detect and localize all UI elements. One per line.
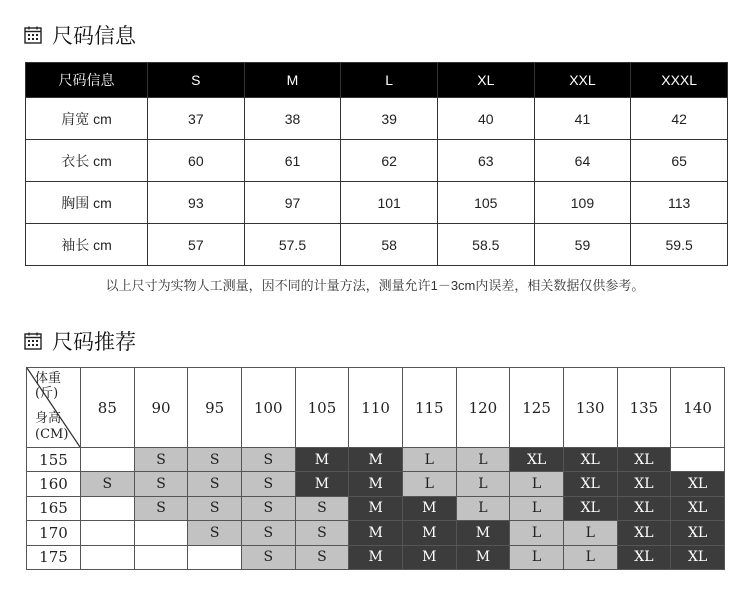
size-cell: L: [456, 472, 510, 496]
weight-unit: (斤): [35, 386, 59, 401]
weight-header: 90: [134, 368, 188, 448]
height-unit: (CM): [35, 427, 69, 442]
table-cell: 57.5: [244, 224, 341, 266]
size-cell: L: [456, 448, 510, 472]
height-header: 170: [27, 521, 81, 545]
size-cell: [188, 545, 242, 569]
size-cell: S: [81, 472, 135, 496]
table-row: [26, 224, 728, 266]
size-cell: M: [349, 472, 403, 496]
size-cell: S: [134, 472, 188, 496]
size-cell: XL: [671, 496, 725, 520]
table-cell: 93: [148, 182, 245, 224]
table-cell: 58.5: [437, 224, 534, 266]
table-cell: 39: [341, 98, 438, 140]
size-cell: L: [510, 521, 564, 545]
table-cell: 37: [148, 98, 245, 140]
size-cell: XL: [671, 545, 725, 569]
size-cell: S: [188, 496, 242, 520]
table-cell: 38: [244, 98, 341, 140]
weight-label: 体重: [35, 371, 62, 386]
table-cell: 59: [534, 224, 631, 266]
size-cell: S: [188, 521, 242, 545]
weight-header: 130: [563, 368, 617, 448]
table-row: [27, 472, 725, 496]
table-row: [26, 98, 728, 140]
row-label: 肩宽 cm: [26, 98, 148, 140]
size-cell: XL: [617, 545, 671, 569]
header-label: 尺码信息: [26, 63, 148, 98]
height-header: 155: [27, 448, 81, 472]
size-cell: L: [510, 496, 564, 520]
table-cell: 57: [148, 224, 245, 266]
weight-header: 140: [671, 368, 725, 448]
table-row: [27, 545, 725, 569]
row-label: 袖长 cm: [26, 224, 148, 266]
table-cell: 60: [148, 140, 245, 182]
table-cell: 42: [631, 98, 728, 140]
table-cell: 58: [341, 224, 438, 266]
size-info-table: [25, 62, 728, 266]
calendar-grid-icon: [24, 332, 42, 350]
table-cell: 65: [631, 140, 728, 182]
weight-header: 100: [241, 368, 295, 448]
size-cell: L: [563, 521, 617, 545]
table-cell: 109: [534, 182, 631, 224]
size-cell: S: [188, 448, 242, 472]
size-cell: S: [241, 545, 295, 569]
size-cell: XL: [563, 448, 617, 472]
size-cell: S: [241, 448, 295, 472]
size-cell: M: [456, 521, 510, 545]
weight-header: 135: [617, 368, 671, 448]
size-cell: S: [295, 545, 349, 569]
table-row: [26, 182, 728, 224]
size-cell: S: [134, 496, 188, 520]
header-size: M: [244, 63, 341, 98]
size-cell: S: [188, 472, 242, 496]
size-cell: M: [349, 496, 403, 520]
size-cell: L: [563, 545, 617, 569]
section-title: 尺码信息: [52, 25, 136, 48]
table-cell: 64: [534, 140, 631, 182]
size-cell: M: [349, 448, 403, 472]
header-size: XL: [437, 63, 534, 98]
size-cell: S: [134, 448, 188, 472]
table-cell: 41: [534, 98, 631, 140]
size-cell: L: [510, 545, 564, 569]
size-cell: XL: [617, 472, 671, 496]
table-cell: 113: [631, 182, 728, 224]
size-recommend-heading: [24, 328, 136, 354]
row-label: 胸围 cm: [26, 182, 148, 224]
height-header: 175: [27, 545, 81, 569]
weight-header: 95: [188, 368, 242, 448]
table-row: [27, 496, 725, 520]
table-row: [26, 140, 728, 182]
header-size: XXXL: [631, 63, 728, 98]
weight-header: 120: [456, 368, 510, 448]
section-title: 尺码推荐: [52, 331, 136, 354]
size-cell: [134, 521, 188, 545]
size-cell: [81, 521, 135, 545]
size-cell: M: [402, 521, 456, 545]
size-cell: XL: [617, 521, 671, 545]
table-cell: 61: [244, 140, 341, 182]
table-cell: 97: [244, 182, 341, 224]
corner-header: [27, 368, 81, 448]
calendar-grid-icon: [24, 26, 42, 44]
size-cell: [81, 496, 135, 520]
height-header: 165: [27, 496, 81, 520]
size-cell: [671, 448, 725, 472]
size-recommend-table: [26, 367, 725, 570]
size-cell: S: [295, 496, 349, 520]
size-cell: M: [349, 545, 403, 569]
size-cell: L: [402, 448, 456, 472]
size-cell: S: [241, 521, 295, 545]
table-row: [27, 521, 725, 545]
size-cell: XL: [617, 448, 671, 472]
weight-header: 105: [295, 368, 349, 448]
size-cell: S: [241, 472, 295, 496]
size-cell: L: [402, 472, 456, 496]
table-cell: 59.5: [631, 224, 728, 266]
size-cell: M: [402, 496, 456, 520]
header-size: XXL: [534, 63, 631, 98]
height-header: 160: [27, 472, 81, 496]
header-size: S: [148, 63, 245, 98]
size-cell: L: [456, 496, 510, 520]
size-cell: L: [510, 472, 564, 496]
size-info-heading: [24, 22, 136, 48]
table-row: [27, 448, 725, 472]
table-cell: 62: [341, 140, 438, 182]
size-cell: XL: [563, 472, 617, 496]
row-label: 衣长 cm: [26, 140, 148, 182]
size-cell: XL: [617, 496, 671, 520]
weight-header: 110: [349, 368, 403, 448]
size-cell: S: [295, 521, 349, 545]
table-cell: 40: [437, 98, 534, 140]
size-cell: XL: [671, 472, 725, 496]
size-cell: XL: [563, 496, 617, 520]
table-cell: 63: [437, 140, 534, 182]
weight-header: 125: [510, 368, 564, 448]
measurement-note: 以上尺寸为实物人工测量，因不同的计量方法，测量允许1－3cm内误差，相关数据仅供参考。: [105, 278, 645, 293]
size-cell: XL: [671, 521, 725, 545]
table-cell: 101: [341, 182, 438, 224]
size-cell: M: [349, 521, 403, 545]
size-cell: M: [295, 448, 349, 472]
size-cell: S: [241, 496, 295, 520]
height-label: 身高: [35, 411, 62, 426]
size-cell: [134, 545, 188, 569]
size-cell: M: [295, 472, 349, 496]
size-cell: [81, 545, 135, 569]
header-size: L: [341, 63, 438, 98]
size-cell: M: [456, 545, 510, 569]
weight-header: 115: [402, 368, 456, 448]
size-cell: XL: [510, 448, 564, 472]
size-cell: M: [402, 545, 456, 569]
weight-header: 85: [81, 368, 135, 448]
table-cell: 105: [437, 182, 534, 224]
size-cell: [81, 448, 135, 472]
